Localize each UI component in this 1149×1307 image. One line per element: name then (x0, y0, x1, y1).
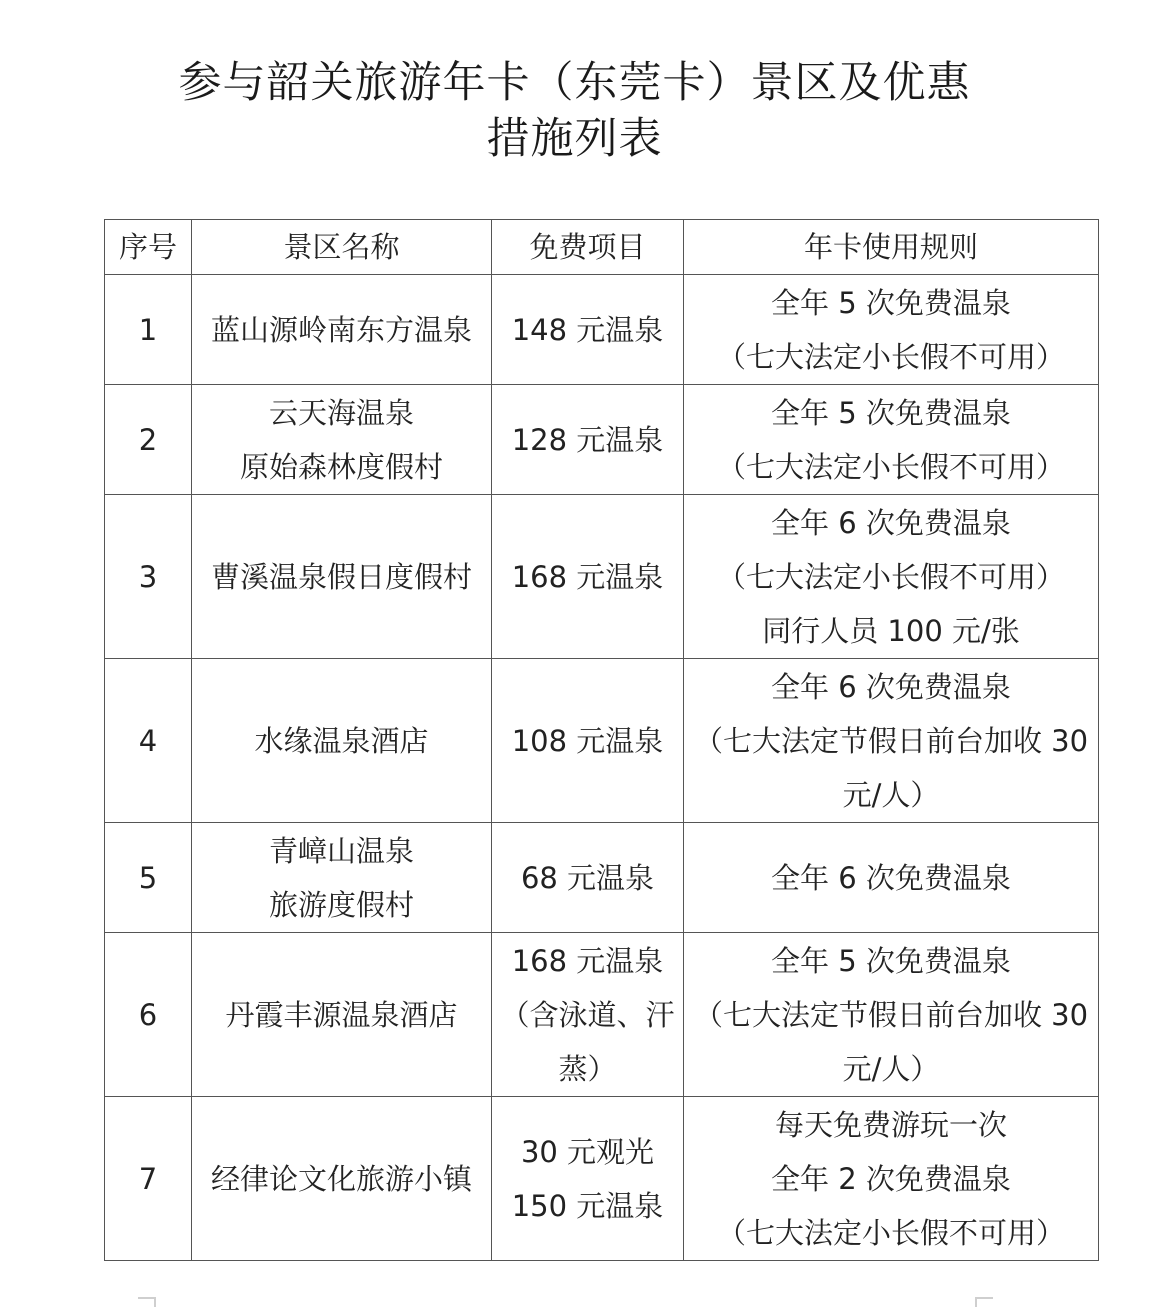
cell-name (192, 495, 492, 659)
cell-name (192, 1097, 492, 1261)
rule-line: 元/人） (842, 777, 940, 812)
rule-line: （七大法定节假日前台加收 30 (693, 723, 1089, 758)
rule-line: （七大法定小长假不可用） (716, 339, 1065, 374)
rule-line: 元/人） (842, 1051, 940, 1086)
rule-line: 全年 5 次免费温泉 (771, 395, 1011, 430)
cell-free-items (492, 659, 684, 823)
table-row (105, 275, 1099, 385)
cell-free-items (492, 1097, 684, 1261)
cell-index: 4 (105, 659, 192, 823)
page-corner-mark-right (975, 1297, 993, 1307)
free-item-line: 蒸） (558, 1051, 617, 1086)
free-item-line: 68 元温泉 (520, 860, 655, 895)
rule-line: 全年 2 次免费温泉 (771, 1161, 1011, 1196)
rule-line: （七大法定节假日前台加收 30 (693, 997, 1089, 1032)
name-line: 丹霞丰源温泉酒店 (225, 997, 458, 1032)
name-line: 经律论文化旅游小镇 (210, 1161, 472, 1196)
cell-rules (684, 385, 1099, 495)
table-row (105, 495, 1099, 659)
cell-name (192, 275, 492, 385)
free-item-line: 128 元温泉 (511, 422, 664, 457)
free-item-line: 168 元温泉 (511, 943, 664, 978)
free-item-line: 168 元温泉 (511, 559, 664, 594)
cell-rules (684, 495, 1099, 659)
name-line: 曹溪温泉假日度假村 (210, 559, 472, 594)
rule-line: 全年 6 次免费温泉 (771, 669, 1011, 704)
table-header-row (105, 220, 1099, 275)
name-line: 蓝山源岭南东方温泉 (210, 312, 472, 347)
table-row (105, 823, 1099, 933)
free-item-line: 148 元温泉 (511, 312, 664, 347)
cell-index: 3 (105, 495, 192, 659)
cell-name (192, 933, 492, 1097)
rule-line: 全年 5 次免费温泉 (771, 943, 1011, 978)
free-item-line: （含泳道、汗 (500, 997, 675, 1032)
name-line: 水缘温泉酒店 (254, 723, 429, 758)
cell-rules (684, 659, 1099, 823)
free-item-line: 108 元温泉 (511, 723, 664, 758)
free-item-line: 30 元观光 (520, 1134, 655, 1169)
rule-line: 全年 6 次免费温泉 (771, 505, 1011, 540)
rule-line: （七大法定小长假不可用） (716, 1215, 1065, 1250)
header-index: 序号 (105, 220, 192, 275)
scenic-spot-table (104, 219, 1099, 1261)
table-row (105, 385, 1099, 495)
rule-line: 全年 6 次免费温泉 (771, 860, 1011, 895)
rule-line: （七大法定小长假不可用） (716, 559, 1065, 594)
cell-index: 6 (105, 933, 192, 1097)
page-corner-mark-left (138, 1297, 156, 1307)
name-line: 青嶂山温泉 (268, 833, 414, 868)
header-rules: 年卡使用规则 (684, 220, 1099, 275)
title-line-1: 参与韶关旅游年卡（东莞卡）景区及优惠 (178, 58, 971, 108)
header-name: 景区名称 (192, 220, 492, 275)
cell-free-items (492, 385, 684, 495)
document-title (0, 55, 1149, 167)
table-row (105, 1097, 1099, 1261)
table-row (105, 659, 1099, 823)
cell-index: 2 (105, 385, 192, 495)
cell-free-items (492, 495, 684, 659)
cell-index: 5 (105, 823, 192, 933)
cell-rules (684, 933, 1099, 1097)
cell-name (192, 823, 492, 933)
name-line: 原始森林度假村 (239, 449, 443, 484)
cell-free-items (492, 823, 684, 933)
cell-name (192, 659, 492, 823)
rule-line: 每天免费游玩一次 (774, 1107, 1007, 1142)
cell-free-items (492, 275, 684, 385)
title-line-2: 措施列表 (486, 114, 663, 164)
rule-line: 全年 5 次免费温泉 (771, 285, 1011, 320)
name-line: 旅游度假村 (268, 887, 414, 922)
header-free-items: 免费项目 (492, 220, 684, 275)
rule-line: （七大法定小长假不可用） (716, 449, 1065, 484)
rule-line: 同行人员 100 元/张 (762, 613, 1020, 648)
cell-rules (684, 823, 1099, 933)
cell-index: 7 (105, 1097, 192, 1261)
cell-index: 1 (105, 275, 192, 385)
cell-rules (684, 1097, 1099, 1261)
free-item-line: 150 元温泉 (511, 1188, 664, 1223)
table-row (105, 933, 1099, 1097)
name-line: 云天海温泉 (268, 395, 414, 430)
cell-free-items (492, 933, 684, 1097)
cell-name (192, 385, 492, 495)
cell-rules (684, 275, 1099, 385)
